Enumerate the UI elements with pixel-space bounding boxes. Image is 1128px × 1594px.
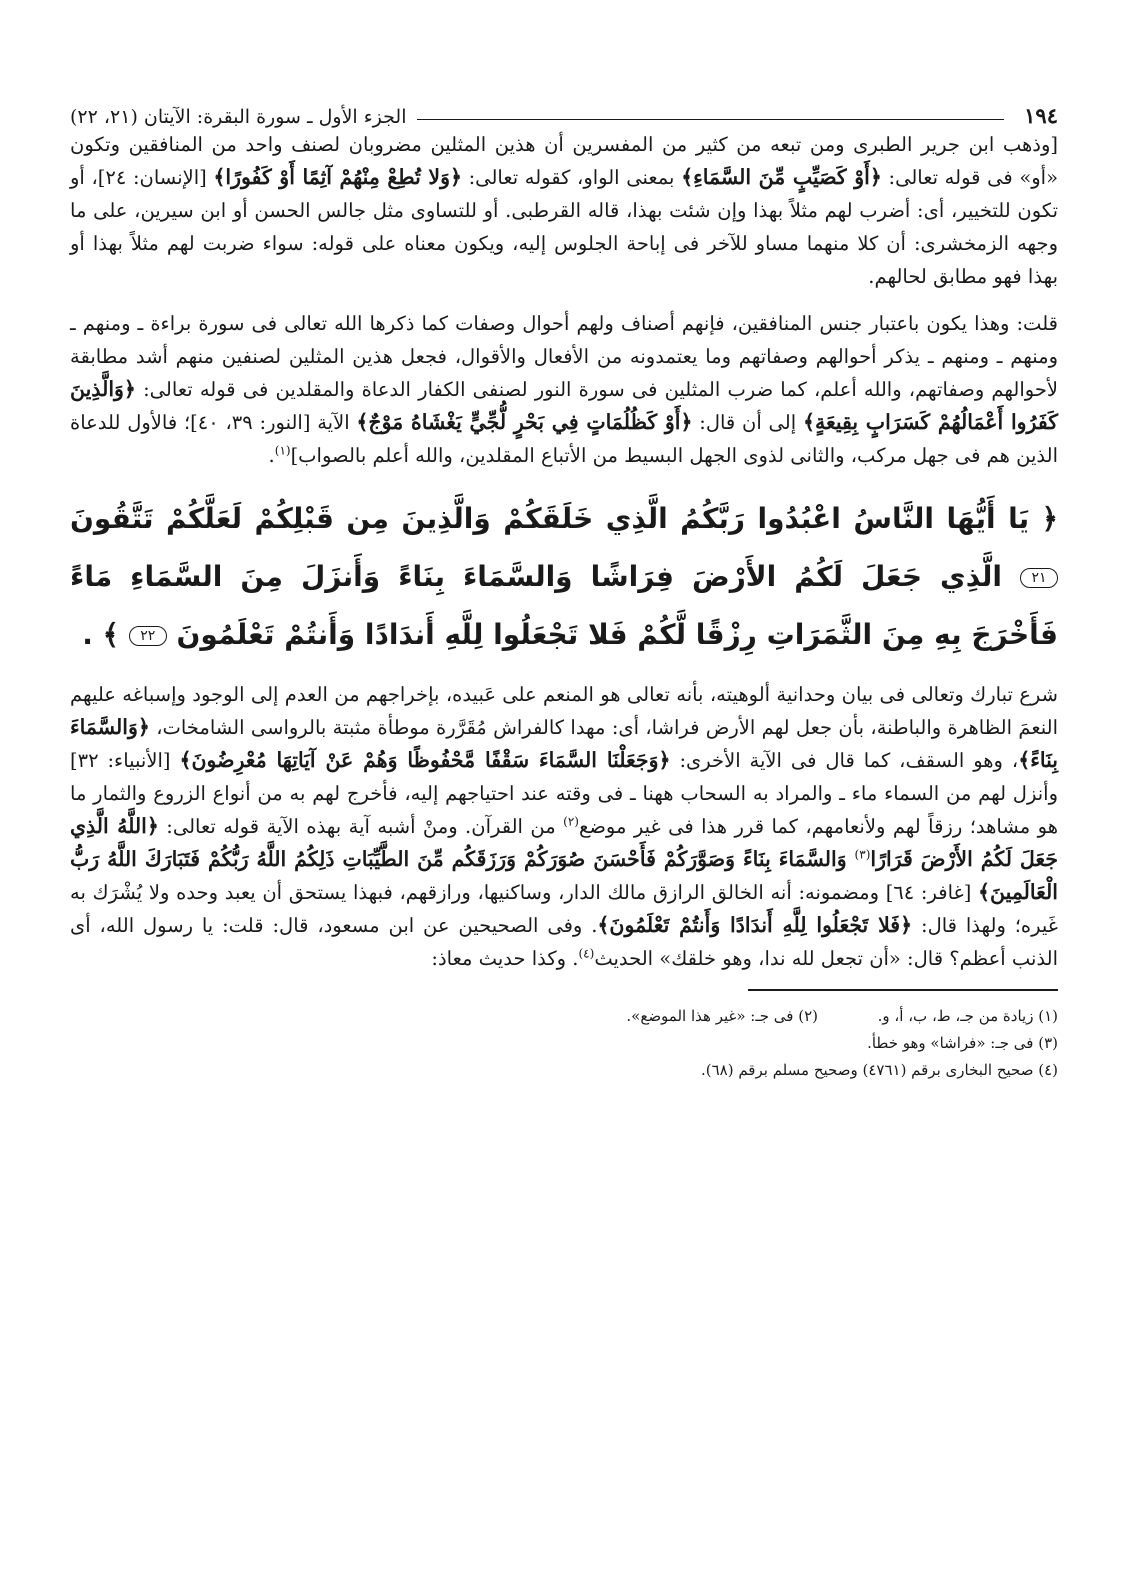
verse-number-22: ٢٢ bbox=[129, 626, 167, 646]
footnotes bbox=[70, 1003, 1058, 1084]
quran-quote: ﴿وَجَعَلْنَا السَّمَاءَ سَقْفًا مَّحْفُوظًا وَهُمْ عَنْ آيَاتِهَا مُعْرِضُونَ﴾ bbox=[179, 748, 671, 772]
para3-text-3: [الأنبياء: ٣٢] وأنزل لهم من السماء ماء ـ والمراد به السحاب ههنا ـ فى وقته عند احتياجهم إليه، فأخرج لهم به من أنواع الزروع والثمار ما هو مشاهد؛ رزقاً لهم ولأنعامهم، كما قرر هذا فى غير موضع bbox=[70, 749, 1058, 838]
running-header bbox=[70, 90, 1058, 128]
footnote-1: (١) زيادة من جـ، ط، ب، أ، و. bbox=[877, 1007, 1058, 1025]
paragraph-tafsir bbox=[70, 678, 1058, 975]
footnote-4: (٤) صحيح البخارى برقم (٤٧٦١) وصحيح مسلم برقم (٦٨). bbox=[700, 1061, 1058, 1079]
para3-text-7: . وكذا حديث معاذ: bbox=[431, 947, 579, 970]
header-rule bbox=[417, 119, 1005, 120]
paragraph-tabari bbox=[70, 128, 1058, 293]
para2-text-2: إلى أن قال: bbox=[692, 411, 803, 434]
footnote-row bbox=[70, 1030, 1058, 1057]
footnote-2: (٢) فى جـ: «غير هذا الموضع». bbox=[626, 1007, 818, 1025]
para1-text-3: [الإنسان: ٢٤]، أو تكون للتخيير، أى: أضرب لهم مثلاً بهذا وإن شئت بهذا، قاله القرطبى. أو للتساوى مثل جالس الحسن أو ابن سيرين، على ما وجهه الزمخشرى: أن كلا منهما مساو للآخر فى إباحة الجلوس إليه، ويكون معناه على قوله: سواء ضربت لهم مثلاً بهذا أو بهذا فهو مطابق لحالهم. bbox=[70, 166, 1058, 288]
verse-block bbox=[70, 490, 1058, 664]
para2-text-1: قلت: وهذا يكون باعتبار جنس المنافقين، فإنهم أصناف ولهم أحوال وصفات كما ذكرها الله تعالى فى سورة براءة ـ ومنهم ـ ومنهم ـ ومنهم ـ يذكر أحوالهم وصفاتهم وما يعتمدونه من الأفعال والأقوال، فجعل هذين المثلين لصنفين منهم أشد مطابقة لأحوالهم وصفاتهم، والله أعلم، كما ضرب المثلين فى سورة النور لصنفى الكفار الدعاة والمقلدين فى قوله تعالى: bbox=[70, 312, 1058, 401]
verse-22-text: الَّذِي جَعَلَ لَكُمُ الأَرْضَ فِرَاشًا وَالسَّمَاءَ بِنَاءً وَأَنزَلَ مِنَ السَّمَاءِ مَاءً فَأَخْرَجَ بِهِ مِنَ الثَّمَرَاتِ رِزْقًا لَّكُمْ فَلا تَجْعَلُوا لِلَّهِ أَندَادًا وَأَنتُمْ تَعْلَمُونَ bbox=[70, 560, 1058, 651]
para3-text-5: [غافر: ٦٤] ومضمونه: أنه الخالق الرازق مالك الدار، وساكنيها، ورازقهم، فبهذا يستحق أن يعبد وحده ولا يُشْرَك به غَيره؛ ولهذا قال: bbox=[70, 881, 1058, 937]
book-page bbox=[70, 90, 1058, 1084]
quran-quote: ﴿أَوْ كَصَيِّبٍ مِّنَ السَّمَاءِ﴾ bbox=[681, 165, 882, 189]
quran-quote: ﴿وَالَّذِينَ كَفَرُوا أَعْمَالُهُمْ كَسَرَابٍ بِقِيعَةٍ﴾ bbox=[70, 377, 1058, 434]
verse-number-21: ٢١ bbox=[1020, 568, 1058, 588]
quran-quote: ﴿أَوْ كَظُلُمَاتٍ فِي بَحْرٍ لُّجِّيٍّ يَغْشَاهُ مَوْجٌ﴾ bbox=[356, 410, 693, 434]
para2-end: . bbox=[268, 444, 275, 467]
header-title: الجزء الأول ـ سورة البقرة: الآيتان (٢١، ٢٢) bbox=[70, 106, 407, 128]
footnote-ref: (٤) bbox=[578, 946, 595, 961]
footnote-row bbox=[70, 1057, 1058, 1084]
quran-quote: وَالسَّمَاءَ بِنَاءً وَصَوَّرَكُمْ فَأَحْسَنَ صُوَرَكُمْ وَرَزَقَكُم مِّنَ الطَّيِّبَاتِ ذَلِكُمُ اللَّهُ رَبُّكُمْ فَتَبَارَكَ اللَّهُ رَبُّ الْعَالَمِينَ﴾ bbox=[70, 847, 1058, 904]
footnote-3: (٣) فى جـ: «فراشا» وهو خطأ. bbox=[867, 1034, 1058, 1052]
footnote-ref: (١) bbox=[274, 443, 291, 458]
footnote-ref: (٣) bbox=[854, 847, 871, 862]
verse-21-text: يَا أَيُّهَا النَّاسُ اعْبُدُوا رَبَّكُمُ الَّذِي خَلَقَكُمْ وَالَّذِينَ مِن قَبْلِكُمْ لَعَلَّكُمْ تَتَّقُونَ bbox=[70, 502, 1030, 535]
verse-open-bracket: ﴿ bbox=[1041, 502, 1058, 535]
verse-close-bracket: ﴾ . bbox=[82, 618, 119, 651]
para2-text-3: الآية [النور: ٣٩، ٤٠]؛ فالأول للدعاة الذين هم فى جهل مركب، والثانى لذوى الجهل البسيط من الأتباع المقلدين، والله أعلم بالصواب] bbox=[70, 411, 1058, 467]
para1-text-1: [وذهب ابن جرير الطبرى ومن تبعه من كثير من المفسرين أن هذين المثلين مضروبان لصنف واحد من المنافقين وتكون «أو» فى قوله تعالى: bbox=[70, 133, 1059, 189]
paragraph-qultu bbox=[70, 307, 1058, 472]
para3-text-6: . وفى الصحيحين عن ابن مسعود، قال: قلت: يا رسول الله، أى الذنب أعظم؟ قال: «أن تجعل لله ندا، وهو خلقك» الحديث bbox=[70, 914, 1058, 970]
spacer bbox=[70, 293, 1058, 307]
quran-quote: ﴿وَلا تُطِعْ مِنْهُمْ آثِمًا أَوْ كَفُورًا﴾ bbox=[213, 165, 462, 189]
para3-text-2: ، وهو السقف، كما قال فى الآية الأخرى: bbox=[670, 749, 1019, 772]
para1-text-2: بمعنى الواو، كقوله تعالى: bbox=[461, 166, 682, 189]
quran-quote: ﴿وَالسَّمَاءَ بِنَاءً﴾ bbox=[70, 715, 1058, 772]
footnote-rule bbox=[748, 989, 1058, 991]
quran-quote: ﴿فَلا تَجْعَلُوا لِلَّهِ أَندَادًا وَأَنتُمْ تَعْلَمُونَ﴾ bbox=[597, 913, 913, 937]
page-number: ١٩٤ bbox=[1024, 103, 1058, 128]
footnote-row bbox=[70, 1003, 1058, 1030]
para3-text-4: من القرآن. ومنْ أشبه آية بهذه الآية قوله تعالى: bbox=[158, 815, 564, 838]
footnote-ref: (٢) bbox=[563, 814, 579, 829]
quran-quote: ﴿اللَّهُ الَّذِي جَعَلَ لَكُمُ الأَرْضَ قَرَارًا bbox=[70, 814, 1058, 871]
para3-text-1: شرع تبارك وتعالى فى بيان وحدانية ألوهيته، بأنه تعالى هو المنعم على عَبيده، بإخراجهم من العدم إلى الوجود وإسباغه عليهم النعمَ الظاهرة والباطنة، بأن جعل لهم الأرض فراشا، أى: مهدا كالفراش مُقَرَّرة موطأة مثبتة بالرواسى الشامخات، bbox=[70, 683, 1058, 739]
